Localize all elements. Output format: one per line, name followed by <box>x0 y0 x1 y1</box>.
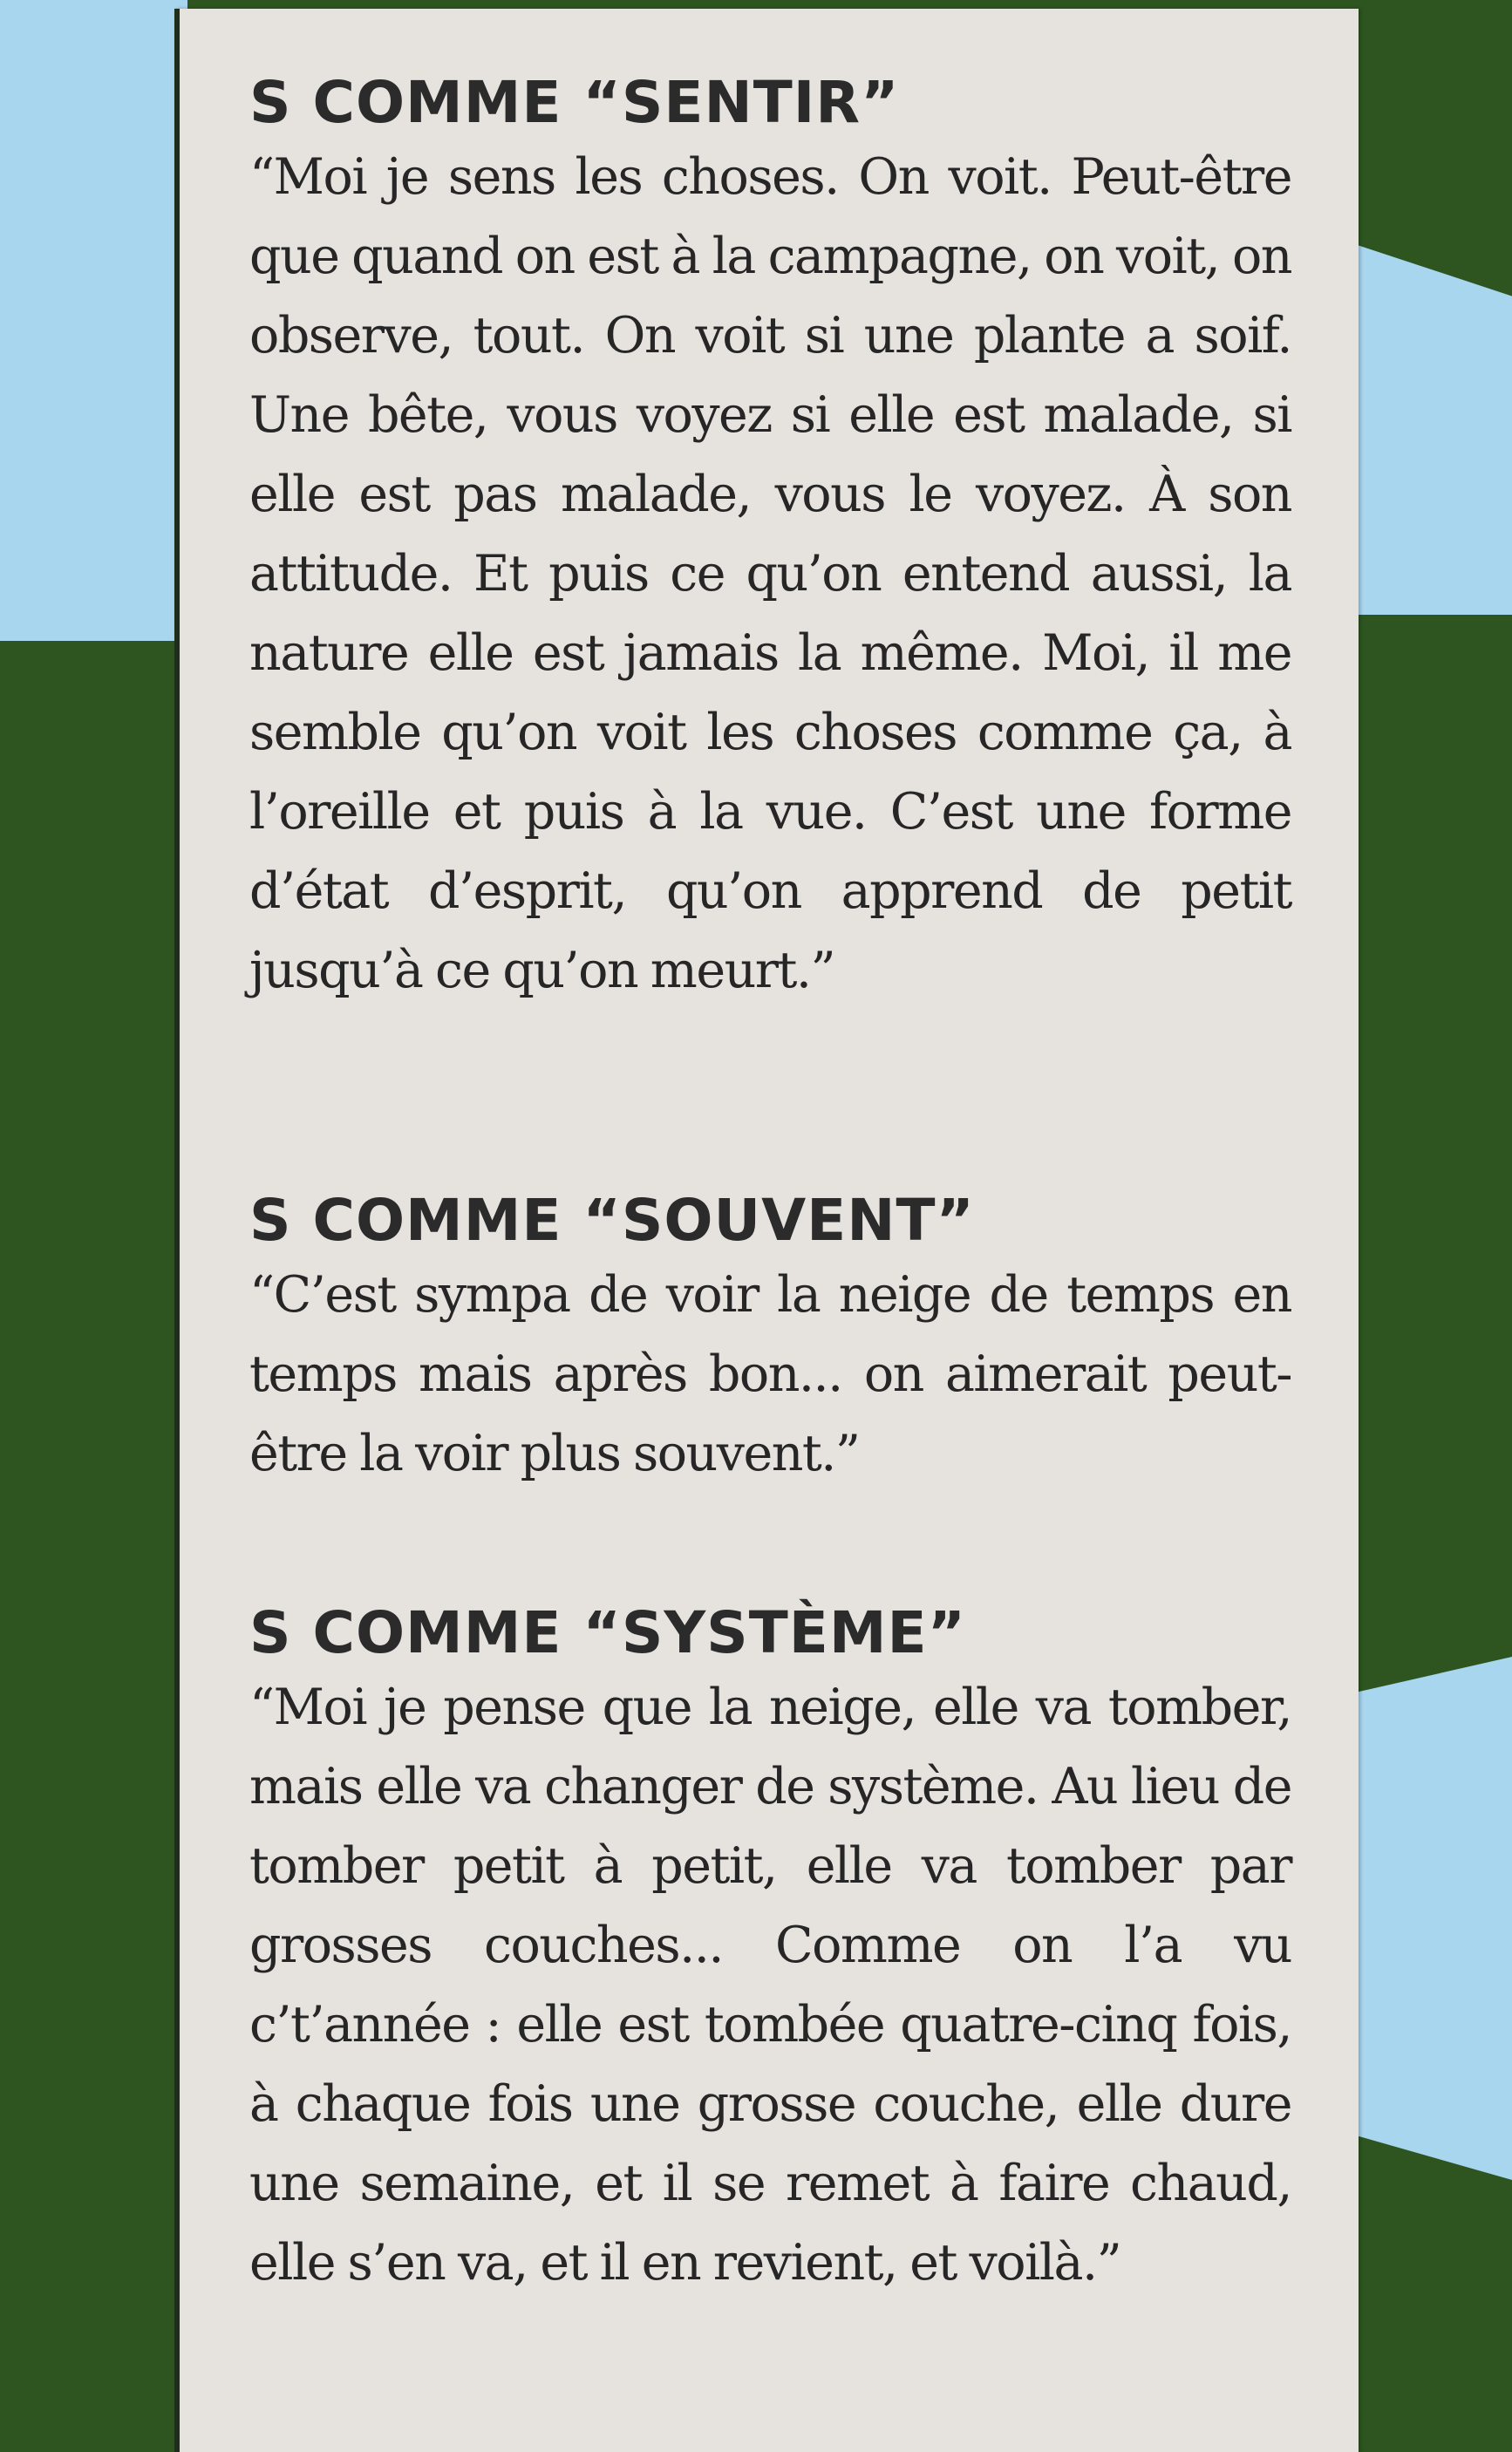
section-quote: “Moi je pense que la neige, elle va tomber, mais elle va changer de système. Au lieu de tomber petit à petit, elle va tomber par grosses couches... Comme on l’a vu c’t’année : elle est tombée quatre-cinq fois, à chaque fois une grosse couche, elle dure une semaine, et il se remet à faire chaud, elle s’en va, et il en revient, et voilà.” <box>249 1679 1291 2292</box>
section-quote: “Moi je sens les choses. On voit. Peut-être que quand on est à la campagne, on voit, on observe, tout. On voit si une plante a soif. Une bête, vous voyez si elle est malade, si elle est pas malade, vous le voyez. À son attitude. Et puis ce qu’on entend aussi, la nature elle est jamais la même. Moi, il me semble qu’on voit les choses comme ça, à l’oreille et puis à la vue. C’est une forme d’état d’esprit, qu’on apprend de petit jusqu’à ce qu’on meurt.” <box>249 148 1291 999</box>
section-systeme <box>249 1598 1291 2303</box>
section-sentir <box>249 68 1291 1011</box>
section-souvent <box>249 1186 1291 1494</box>
background-sky-left <box>0 0 187 641</box>
section-heading: S COMME “SYSTÈME” <box>249 1599 966 1666</box>
section-heading: S COMME “SENTIR” <box>249 69 900 136</box>
paper-sheet <box>174 9 1359 2452</box>
section-quote: “C’est sympa de voir la neige de temps en temps mais après bon... on aimerait peut-être la voir plus souvent.” <box>249 1266 1291 1482</box>
background-green-strip <box>1356 0 1512 235</box>
section-heading: S COMME “SOUVENT” <box>249 1187 975 1254</box>
